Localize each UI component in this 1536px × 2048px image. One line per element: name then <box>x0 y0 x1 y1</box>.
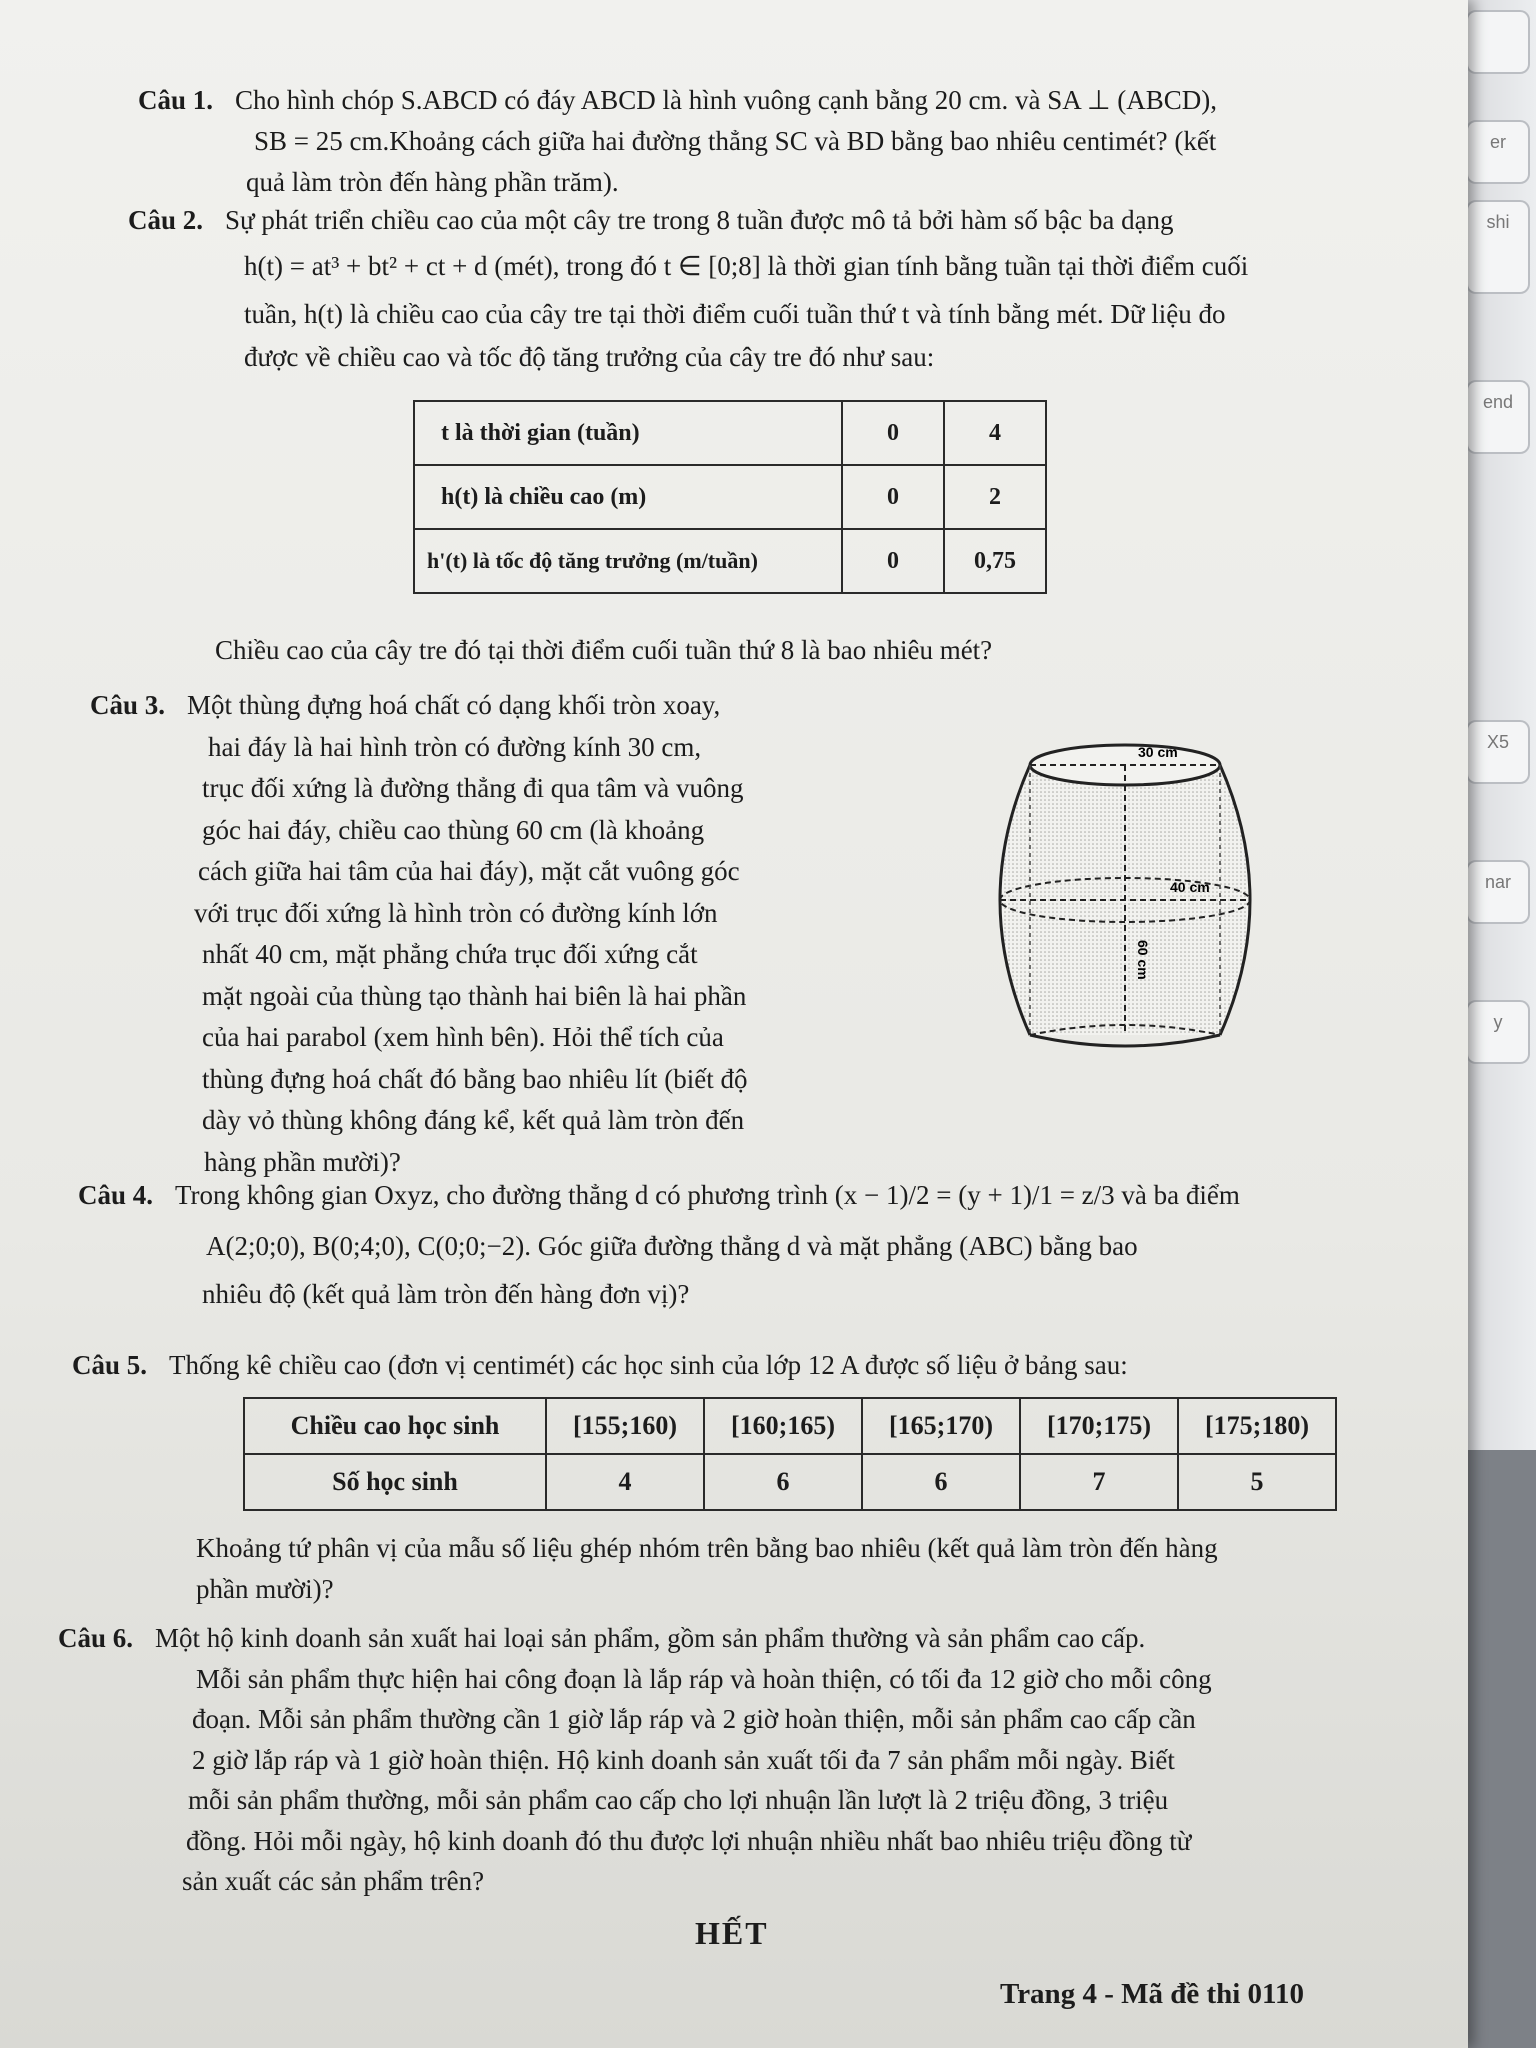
table-cell: 5 <box>1178 1454 1336 1510</box>
question-text: được về chiều cao và tốc độ tăng trưởng của cây tre đó như sau: <box>244 342 935 372</box>
keyboard-key-shift: shi <box>1466 200 1530 294</box>
question-label: Câu 6. <box>58 1623 134 1653</box>
question-text: thùng đựng hoá chất đó bằng bao nhiêu lít (biết độ <box>202 1063 748 1094</box>
question-label: Câu 5. <box>72 1350 148 1380</box>
question-text: cách giữa hai tâm của hai đáy), mặt cắt vuông góc <box>198 856 740 886</box>
question-text: mỗi sản phẩm thường, mỗi sản phẩm cao cấp cho lợi nhuận lần lượt là 2 triệu đồng, 3 triệu <box>188 1785 1169 1815</box>
question-text: A(2;0;0), B(0;4;0), C(0;0;−2). Góc giữa đường thẳng d và mặt phẳng (ABC) bằng bao <box>206 1231 1138 1261</box>
question-5 <box>72 1345 1422 1386</box>
end-marker: HẾT <box>695 1915 769 1951</box>
bottom-front-arc <box>1030 1035 1220 1046</box>
question-5-prompt <box>196 1528 1218 1610</box>
question-label: Câu 2. <box>128 205 204 235</box>
table-row <box>414 529 1046 593</box>
keyboard-key-x5: X5 <box>1466 720 1530 784</box>
question-text: Cho hình chóp S.ABCD có đáy ABCD là hình vuông cạnh bằng 20 cm. và SA ⊥ (ABCD), <box>235 85 1217 115</box>
table-cell: 4 <box>546 1454 704 1510</box>
question-label: Câu 4. <box>78 1180 154 1210</box>
question-text: phần mười)? <box>196 1574 334 1604</box>
table-header-cell: [165;170) <box>862 1398 1020 1454</box>
question-text: Thống kê chiều cao (đơn vị centimét) các học sinh của lớp 12 A được số liệu ở bảng sau: <box>169 1350 1128 1380</box>
table-cell: 0 <box>842 465 944 529</box>
question-text: với trục đối xứng là hình tròn có đường kính lớn <box>194 897 718 928</box>
middle-diameter-label: 40 cm <box>1170 879 1210 895</box>
keyboard-key-y: y <box>1466 1000 1530 1064</box>
question-text: tuần, h(t) là chiều cao của cây tre tại thời điểm cuối tuần thứ t và tính bằng mét. Dữ liệu đo <box>244 299 1226 329</box>
table-row <box>244 1454 1336 1510</box>
table-header-row <box>244 1398 1336 1454</box>
question-text: Sự phát triển chiều cao của một cây tre trong 8 tuần được mô tả bởi hàm số bậc ba dạng <box>225 205 1174 235</box>
question-text: SB = 25 cm.Khoảng cách giữa hai đường thẳng SC và BD bằng bao nhiêu centimét? (kết <box>254 126 1217 156</box>
question-text: sản xuất các sản phẩm trên? <box>182 1866 485 1896</box>
question-1 <box>138 80 1338 203</box>
question-text: nhiêu độ (kết quả làm tròn đến hàng đơn vị)? <box>202 1279 690 1309</box>
question-text: Khoảng tứ phân vị của mẫu số liệu ghép nhóm trên bằng bao nhiêu (kết quả làm tròn đến hàng <box>196 1533 1218 1563</box>
keyboard-key-er: er <box>1466 120 1530 184</box>
height-statistics-table <box>243 1397 1337 1511</box>
bamboo-growth-table <box>413 400 1047 594</box>
question-text: quả làm tròn đến hàng phần trăm). <box>246 167 619 197</box>
question-text: đoạn. Mỗi sản phẩm thường cần 1 giờ lắp ráp và 2 giờ hoàn thiện, mỗi sản phẩm cao cấp cần <box>192 1704 1196 1734</box>
question-label: Câu 3. <box>90 690 166 720</box>
page-footer: Trang 4 - Mã đề thi 0110 <box>1000 1978 1304 2010</box>
question-text: đồng. Hỏi mỗi ngày, hộ kinh doanh đó thu được lợi nhuận nhiều nhất bao nhiêu triệu đồng từ <box>186 1825 1192 1856</box>
question-text: Một hộ kinh doanh sản xuất hai loại sản phẩm, gồm sản phẩm thường và sản phẩm cao cấp. <box>155 1623 1146 1653</box>
question-label: Câu 1. <box>138 85 214 115</box>
barrel-figure <box>980 735 1270 1065</box>
keyboard-key <box>1466 10 1530 74</box>
table-cell: 0,75 <box>944 529 1046 593</box>
table-cell: t là thời gian (tuần) <box>414 401 842 465</box>
question-text: hàng phần mười)? <box>204 1146 401 1177</box>
keyboard-key-nar: nar <box>1466 860 1530 924</box>
question-text: mặt ngoài của thùng tạo thành hai biên là hai phần <box>202 980 747 1011</box>
table-cell: h(t) là chiều cao (m) <box>414 465 842 529</box>
question-3 <box>90 685 850 1183</box>
table-cell: 0 <box>842 401 944 465</box>
table-header-cell: [155;160) <box>546 1398 704 1454</box>
question-4 <box>78 1172 1428 1315</box>
table-cell: 4 <box>944 401 1046 465</box>
table-cell: Số học sinh <box>244 1454 546 1510</box>
question-text: góc hai đáy, chiều cao thùng 60 cm (là khoảng <box>202 814 705 845</box>
question-text: trục đối xứng là đường thẳng đi qua tâm và vuông <box>202 773 744 803</box>
question-text: của hai parabol (xem hình bên). Hỏi thể tích của <box>202 1022 724 1052</box>
question-text: nhất 40 cm, mặt phẳng chứa trục đối xứng cắt <box>202 939 698 969</box>
keyboard-edge <box>1456 0 1536 1450</box>
table-cell: h'(t) là tốc độ tăng trưởng (m/tuần) <box>414 529 842 593</box>
table-cell: 6 <box>704 1454 862 1510</box>
table-cell: 6 <box>862 1454 1020 1510</box>
question-text: 2 giờ lắp ráp và 1 giờ hoàn thiện. Hộ kinh doanh sản xuất tối đa 7 sản phẩm mỗi ngày. Biết <box>192 1744 1175 1775</box>
table-row <box>414 465 1046 529</box>
height-label: 60 cm <box>1135 940 1151 980</box>
question-text: h(t) = at³ + bt² + ct + d (mét), trong đó t ∈ [0;8] là thời gian tính bằng tuần tại thời điểm cuối <box>244 251 1249 281</box>
question-text: Mỗi sản phẩm thực hiện hai công đoạn là lắp ráp và hoàn thiện, có tối đa 12 giờ cho mỗi công <box>196 1663 1212 1694</box>
table-header-cell: [160;165) <box>704 1398 862 1454</box>
question-2-prompt: Chiều cao của cây tre đó tại thời điểm cuối tuần thứ 8 là bao nhiêu mét? <box>215 635 993 665</box>
question-6 <box>58 1618 1448 1902</box>
question-2 <box>128 200 1378 378</box>
keyboard-key-end: end <box>1466 380 1530 454</box>
table-cell: 2 <box>944 465 1046 529</box>
table-header-cell: [170;175) <box>1020 1398 1178 1454</box>
table-header-cell: [175;180) <box>1178 1398 1336 1454</box>
table-cell: 0 <box>842 529 944 593</box>
top-diameter-label: 30 cm <box>1138 744 1178 760</box>
question-text: hai đáy là hai hình tròn có đường kính 30 cm, <box>208 731 702 762</box>
question-text: Một thùng đựng hoá chất có dạng khối tròn xoay, <box>187 690 721 720</box>
table-cell: 7 <box>1020 1454 1178 1510</box>
question-text: Trong không gian Oxyz, cho đường thẳng d có phương trình (x − 1)/2 = (y + 1)/1 = z/3 và ba điểm <box>175 1180 1240 1210</box>
table-row <box>414 401 1046 465</box>
table-header-cell: Chiều cao học sinh <box>244 1398 546 1454</box>
question-text: dày vỏ thùng không đáng kể, kết quả làm tròn đến <box>202 1105 745 1135</box>
